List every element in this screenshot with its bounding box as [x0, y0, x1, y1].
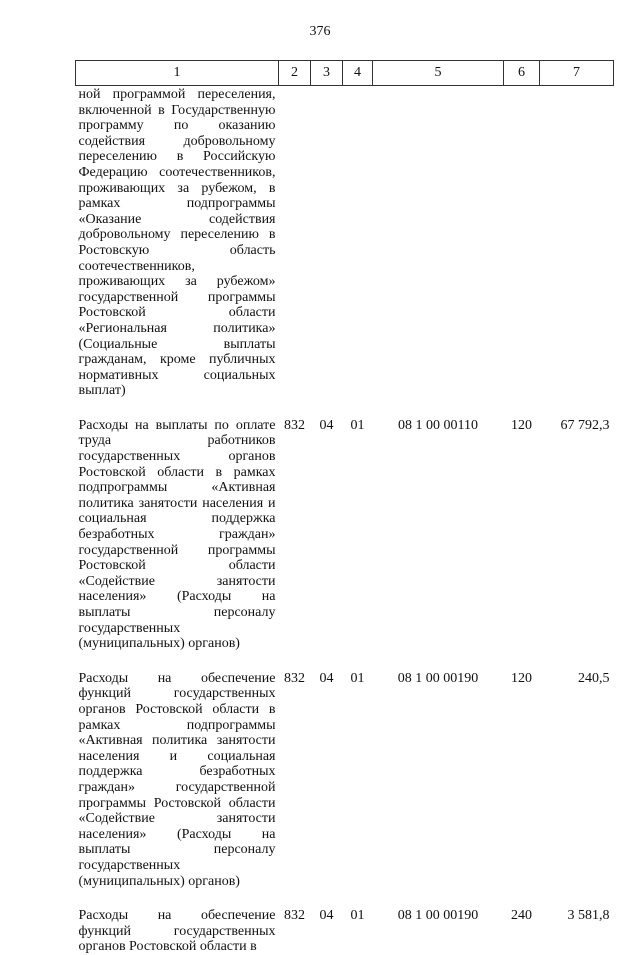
- row-description: Расходы на обеспечение функций государственных органов Ростовской области в: [78, 908, 276, 955]
- target-article-code: 08 1 00 00110: [398, 417, 478, 433]
- expense-type-code: 240: [511, 908, 532, 924]
- ministry-code: [279, 86, 311, 417]
- target-article-code: 08 1 00 00190: [397, 908, 479, 924]
- amount: [540, 86, 614, 417]
- row-description: Расходы на обеспечение функций государственных органов Ростовской области в рамках подпрограммы «Активная политика занятости населения и социальная поддержка безработных граждан» государственной программы Ростовской области «Содействие занятости населения» (Расходы на выплаты персоналу государственных (муниципальных) органов): [78, 670, 276, 889]
- page-number: 376: [309, 24, 331, 39]
- budget-table: [75, 60, 614, 955]
- subsection-code: [343, 86, 373, 417]
- table-row: [76, 417, 614, 670]
- column-header: 3: [311, 61, 343, 86]
- expense-type-code: 120: [511, 417, 532, 433]
- section-code: [311, 86, 343, 417]
- section-code: 04: [319, 908, 334, 924]
- subsection-code: 01: [350, 908, 365, 924]
- ministry-code: 832: [284, 417, 305, 433]
- section-code: 04: [319, 670, 334, 686]
- section-code: 04: [319, 417, 334, 433]
- row-description: ной программой переселения, включенной в Государственную программу по оказанию содействия добровольному переселению в Российскую Федерацию соотечественников, проживающих за рубежом, в рамках подпрограммы «Оказание содействия добровольному переселению в Ростовскую область соотечественников, проживающих за рубежом» государственной программы Ростовской области «Региональная политика» (Социальные выплаты гражданам, кроме публичных нормативных социальных выплат): [78, 87, 276, 399]
- amount: 240,5: [578, 670, 610, 686]
- expense-type-code: [504, 86, 540, 417]
- target-article-code: [373, 86, 504, 417]
- table-header-row: [76, 61, 614, 86]
- subsection-code: 01: [350, 670, 365, 686]
- column-header: 5: [373, 61, 504, 86]
- table-row: [76, 86, 614, 417]
- target-article-code: 08 1 00 00190: [397, 670, 479, 686]
- table-row: [76, 670, 614, 907]
- amount: 3 581,8: [567, 908, 610, 924]
- ministry-code: 832: [284, 908, 305, 924]
- column-header: 6: [504, 61, 540, 86]
- column-header: 2: [279, 61, 311, 86]
- column-header: 1: [76, 61, 279, 86]
- table-row: [76, 907, 614, 955]
- expense-type-code: 120: [511, 670, 532, 686]
- column-header: 4: [343, 61, 373, 86]
- column-header: 7: [540, 61, 614, 86]
- subsection-code: 01: [350, 417, 365, 433]
- row-description: Расходы на выплаты по оплате труда работников государственных органов Ростовской области в рамках подпрограммы «Активная политика занятости населения и социальная поддержка безработных граждан» государственной программы Ростовской области «Содействие занятости населения» (Расходы на выплаты персоналу государственных (муниципальных) органов): [78, 417, 276, 652]
- ministry-code: 832: [284, 670, 305, 686]
- amount: 67 792,3: [560, 417, 610, 433]
